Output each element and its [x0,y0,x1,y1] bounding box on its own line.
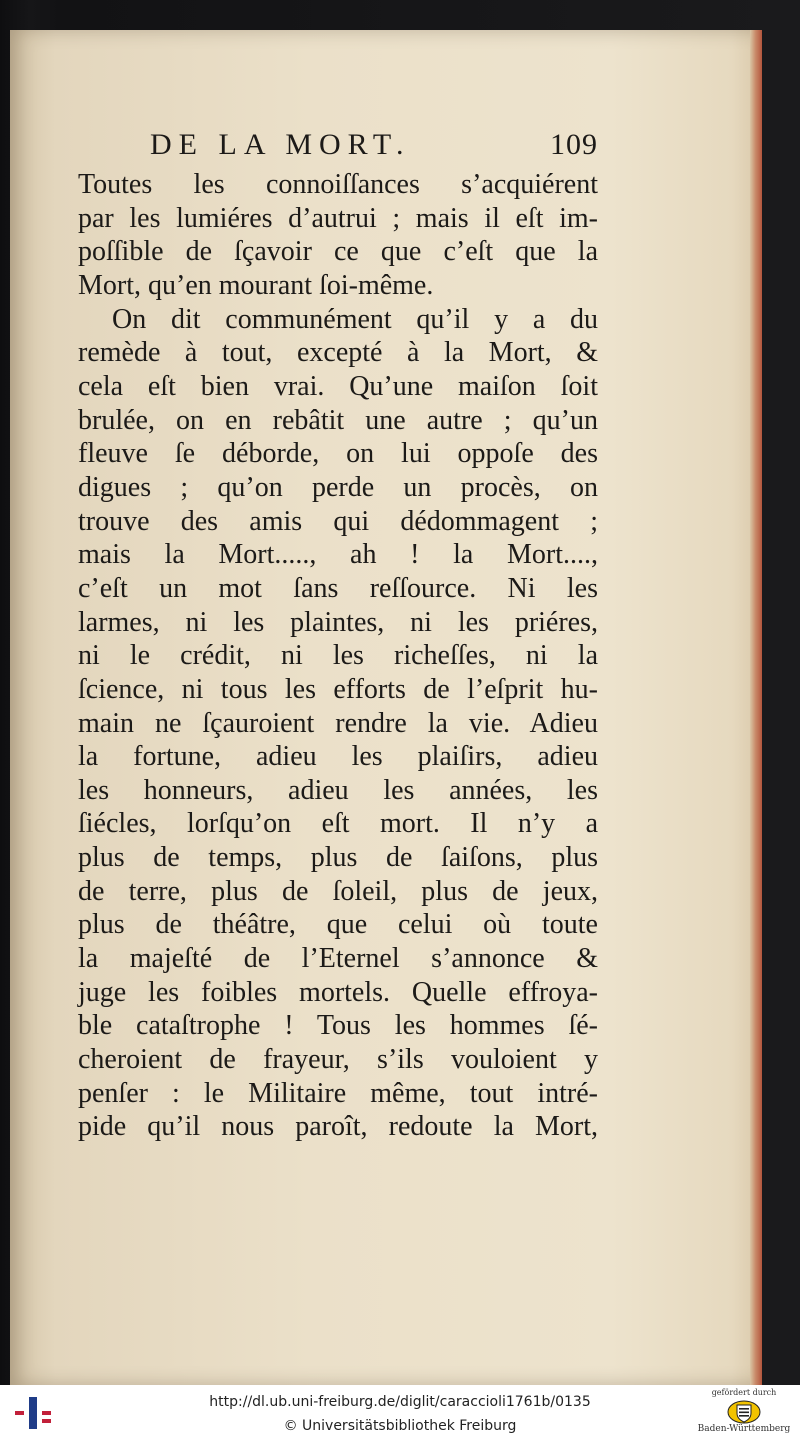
text-line: ſiécles, lorſqu’on eſt mort. Il n’y a [78,808,598,840]
text-line: mais la Mort....., ah ! la Mort...., [78,539,598,571]
sponsor-badge[interactable] [694,1388,794,1434]
text-line: les honneurs, adieu les années, les [78,774,598,806]
text-line: par les lumiéres d’autrui ; mais il eſt im- [78,202,598,234]
text-line: On dit communément qu’il y a du [112,303,598,335]
text-line: brulée, on en rebâtit une autre ; qu’un [78,404,598,436]
text-line: juge les foibles mortels. Quelle effroya- [78,976,598,1008]
text-line: main ne ſçauroient rendre la vie. Adieu [78,707,598,739]
text-line: penſer : le Militaire même, tout intré- [78,1077,598,1109]
text-line: remède à tout, excepté à la Mort, & [78,337,598,369]
sponsor-bottom-text: Baden-Württemberg [697,1424,791,1434]
text-line: c’eſt un mot ſans reſſource. Ni les [78,572,598,604]
text-line: la majeſté de l’Eternel s’annonce & [78,943,598,975]
text-line: ni le crédit, ni les richeſſes, ni la [78,640,598,672]
text-line: digues ; qu’on perde un procès, on [78,471,598,503]
sponsor-top-text: gefördert durch [711,1388,777,1397]
baden-wuerttemberg-crest-icon [726,1399,762,1425]
page-edge [750,30,762,1385]
text-line: cela eſt bien vrai. Qu’une maiſon ſoit [78,370,598,402]
running-head-title: DE LA MORT. [150,128,411,161]
text-line: plus de temps, plus de ſaiſons, plus [78,842,598,874]
text-line: cheroient de frayeur, s’ils vouloient y [78,1044,598,1076]
footer-copyright: © Universitätsbibliothek Freiburg [283,1418,517,1434]
running-header [150,128,598,168]
footer-bar [0,1385,800,1441]
text-line: pide qu’il nous paroît, redoute la Mort, [78,1111,598,1143]
text-line: ſcience, ni tous les efforts de l’eſprit hu- [78,673,598,705]
text-line: trouve des amis qui dédommagent ; [78,505,598,537]
text-line: ble cataſtrophe ! Tous les hommes ſé- [78,1010,598,1042]
text-line: poſſible de ſçavoir ce que c’eſt que la [78,236,598,268]
page-number: 109 [550,128,598,161]
text-line: larmes, ni les plaintes, ni les priéres, [78,606,598,638]
text-line: fleuve ſe déborde, on lui oppoſe des [78,438,598,470]
text-line: plus de théâtre, que celui où toute [78,909,598,941]
text-line: Mort, qu’en mourant ſoi-même. [78,269,434,301]
page-text [78,128,598,1144]
footer-url-link[interactable]: http://dl.ub.uni-freiburg.de/diglit/caraccioli1761b/0135 [209,1394,591,1410]
text-line: Toutes les connoiſſances s’acquiérent [78,169,598,200]
text-line: la fortune, adieu les plaiſirs, adieu [78,741,598,773]
text-line: de terre, plus de ſoleil, plus de jeux, [78,875,598,907]
